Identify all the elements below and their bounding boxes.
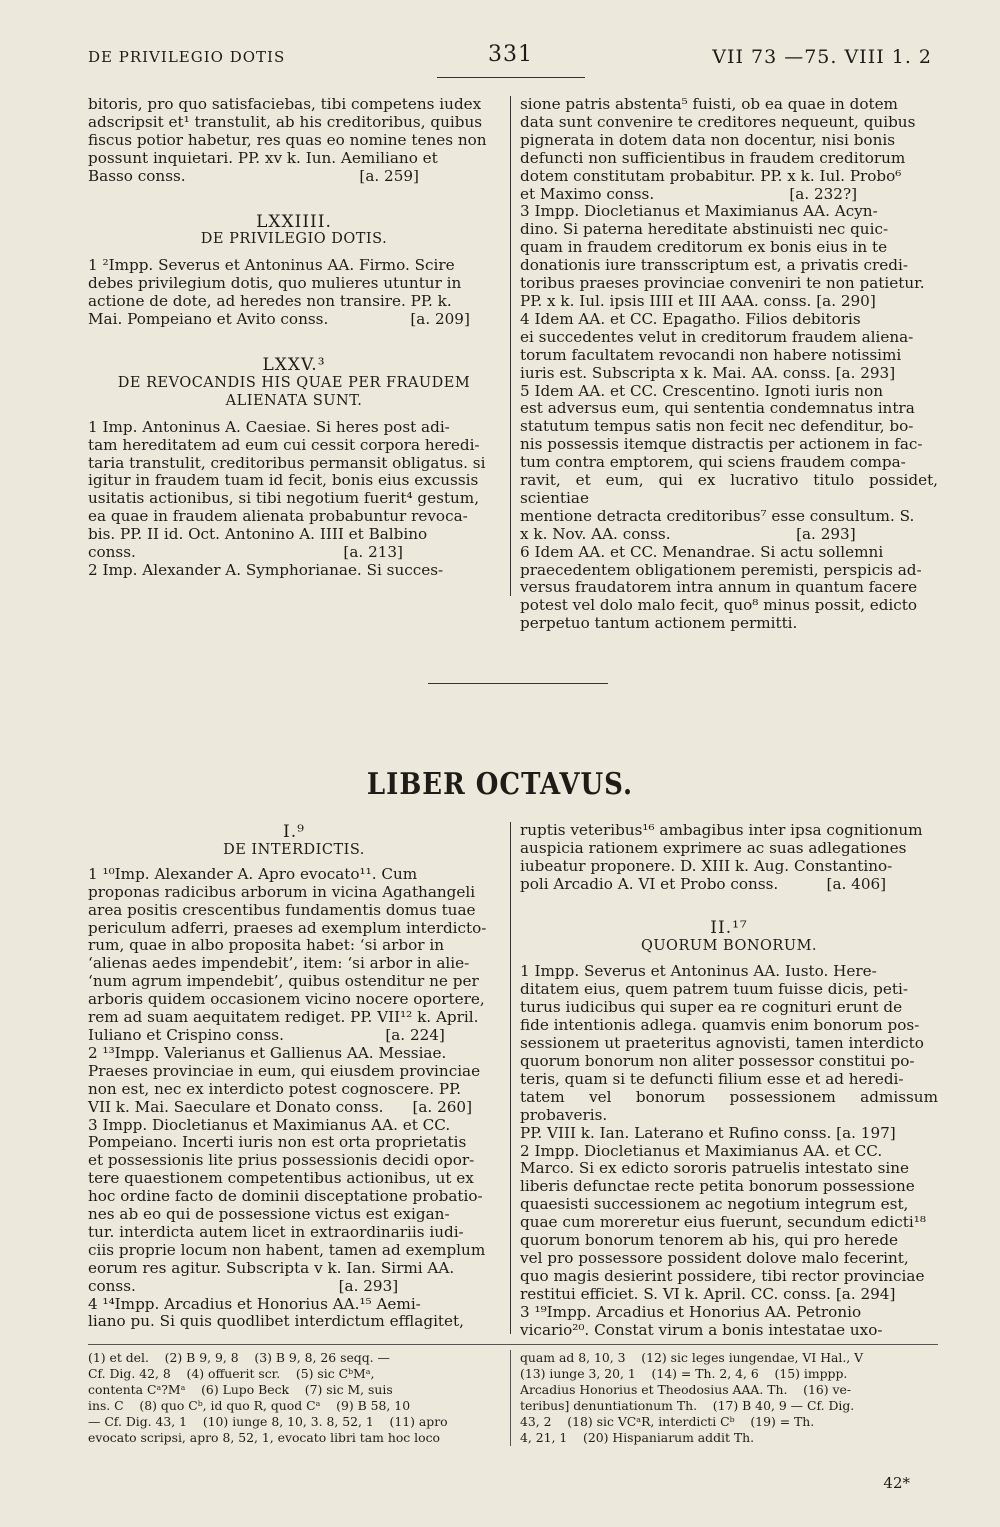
title-heading: DE REVOCANDIS HIS QUAE PER FRAUDEM [117, 374, 471, 391]
footnote-divider [510, 1350, 511, 1446]
text-line: PP. x k. Iul. ipsis IIII et III AAA. conss. [a. 290] [520, 291, 876, 310]
footnotes-left [88, 1350, 500, 1446]
page-number: 331 [488, 42, 533, 67]
text-line: conss. [a. 293] [88, 1276, 399, 1295]
text-line: versus fraudatorem intra annum in quantum facere [520, 578, 918, 597]
footnote-line: Arcadius Honorius et Theodosius AAA. Th. (16) ve- [520, 1382, 852, 1397]
text-line: 2 Imp. Alexander A. Symphorianae. Si succes- [88, 560, 444, 579]
text-line: 2 Impp. Diocletianus et Maximianus AA. et CC. [520, 1141, 883, 1160]
signature-mark: 42* [883, 1474, 910, 1492]
text-line: mentione detracta creditoribus⁷ esse consultum. S. [520, 506, 915, 525]
text-line: liano pu. Si quis quodlibet interdictum efflagitet, [88, 1312, 464, 1331]
text-line: possunt inquietari. PP. xv k. Iun. Aemiliano et [88, 148, 438, 167]
text-line: tatem vel bonorum possessionem admissum probaveris. [520, 1087, 938, 1124]
text-line: et possessionis lite prius possessionis decidi opor- [88, 1151, 475, 1170]
text-line: Mai. Pompeiano et Avito conss. [a. 209] [88, 310, 470, 329]
text-line: rum, quae in albo proposita habet: ‘si arbor in [88, 936, 444, 955]
footnote-line: (1) et del. (2) B 9, 9, 8 (3) B 9, 8, 26 seqq. — [88, 1350, 390, 1365]
text-line: Iuliano et Crispino conss. [a. 224] [88, 1025, 445, 1044]
text-line: tur. interdicta autem licet in extraordinariis iudi- [88, 1222, 464, 1241]
book-separator-rule [428, 683, 608, 684]
title-number: I.⁹ [283, 822, 305, 842]
column-divider [510, 822, 511, 1334]
text-line: perpetuo tantum actionem permitti. [520, 614, 798, 633]
text-line: torum facultatem revocandi non habere notissimi [520, 345, 902, 364]
book-title: LIBER OCTAVUS. [366, 767, 634, 803]
text-line: nes ab eo qui de possessione victus est exigan- [88, 1205, 450, 1224]
footnote-line: ins. C (8) quo Cᵇ, id quo R, quod Cᵃ (9) B 58, 10 [88, 1398, 411, 1413]
title-heading: ALIENATA SUNT. [225, 392, 363, 409]
text-line: ravit, et eum, qui ex lucrativo titulo possidet, scientiae [520, 471, 938, 507]
text-line: hoc ordine facto de dominii disceptatione probatio- [88, 1187, 483, 1206]
text-line: 3 ¹⁹Impp. Arcadius et Honorius AA. Petronio [520, 1302, 862, 1321]
text-line: et Maximo conss. [a. 232?] [520, 184, 858, 203]
text-line: 1 Impp. Severus et Antoninus AA. Iusto. Here- [520, 962, 877, 981]
lower-right-column [520, 822, 938, 1339]
title-heading: DE PRIVILEGIO DOTIS. [200, 231, 388, 248]
text-line: adscripsit et¹ transtulit, ab his creditoribus, quibus [88, 112, 483, 131]
title-number: II.¹⁷ [710, 917, 748, 938]
text-line: praecedentem obligationem peremisti, perspicis ad- [520, 560, 922, 579]
text-line: usitatis actionibus, si tibi negotium fuerit⁴ gestum, [88, 489, 480, 508]
text-line: sione patris abstenta⁵ fuisti, ob ea quae in dotem [520, 95, 898, 113]
title-number: LXXIIII. [256, 211, 332, 232]
text-line: sessionem ut praeteritus agnovisti, tamen interdicto [520, 1034, 924, 1053]
text-line: 3 Impp. Diocletianus et Maximianus AA. Acyn- [520, 202, 878, 221]
text-line: 2 ¹³Impp. Valerianus et Gallienus AA. Messiae. [88, 1043, 447, 1062]
running-head-right: VII 73 —75. VIII 1. 2 [712, 46, 932, 68]
text-line: quorum bonorum tenorem ab his, qui pro herede [520, 1231, 899, 1250]
text-line: quaesisti successionem ac negotium integrum est, [520, 1195, 909, 1214]
footnote-line: (13) iunge 3, 20, 1 (14) = Th. 2, 4, 6 (15) imppp. [520, 1366, 848, 1381]
text-line: VII k. Mai. Saeculare et Donato conss. [a. 260] [88, 1097, 473, 1116]
footnotes-right [520, 1350, 938, 1446]
text-line: Praeses provinciae in eum, qui eiusdem provinciae [88, 1061, 481, 1080]
text-line: ditatem eius, quem patrem tuum fuisse dicis, peti- [520, 980, 908, 999]
lower-left-column [88, 824, 500, 1331]
title-number: LXXV.³ [262, 354, 326, 375]
text-line: ea quae in fraudem alienata probabuntur revoca- [88, 507, 468, 526]
text-line: quae cum moreretur eius fuerunt, secundum edicti¹⁸ [520, 1213, 926, 1232]
text-line: bis. PP. II id. Oct. Antonino A. IIII et Balbino [88, 525, 428, 544]
text-line: 1 ²Impp. Severus et Antoninus AA. Firmo. Scire [88, 256, 455, 275]
upper-left-column [88, 96, 500, 580]
text-line: Basso conss. [a. 259] [88, 166, 419, 185]
text-line: restitui efficiet. S. VI k. April. CC. conss. [a. 294] [520, 1284, 896, 1303]
title-heading: QUORUM BONORUM. [640, 937, 818, 954]
column-divider [510, 96, 511, 596]
text-line: igitur in fraudem tuam id fecit, bonis eius excussis [88, 471, 479, 490]
text-line: ruptis veteribus¹⁶ ambagibus inter ipsa cognitionum [520, 821, 923, 839]
text-line: ei succedentes velut in creditorum fraudem aliena- [520, 327, 914, 346]
text-line: arboris quidem occasionem vicino nocere oportere, [88, 990, 485, 1009]
text-line: tum contra emptorem, qui sciens fraudem compa- [520, 453, 906, 472]
text-line: proponas radicibus arborum in vicina Agathangeli [88, 882, 476, 901]
footnote-line: quam ad 8, 10, 3 (12) sic leges iungendae, VI Hal., V [520, 1350, 864, 1365]
text-line: 4 ¹⁴Impp. Arcadius et Honorius AA.¹⁵ Aemi- [88, 1294, 421, 1313]
text-line: tere quaestionem competentibus actionibus, ut ex [88, 1169, 474, 1188]
text-line: 6 Idem AA. et CC. Menandrae. Si actu sollemni [520, 542, 884, 561]
text-line: debes privilegium dotis, quo mulieres utuntur in [88, 274, 462, 293]
text-line: x k. Nov. AA. conss. [a. 293] [520, 524, 856, 543]
text-line: vicario²⁰. Constat virum a bonis intestatae uxo- [520, 1320, 883, 1339]
text-line: iuris est. Subscripta x k. Mai. AA. conss. [a. 293] [520, 363, 896, 382]
text-line: toribus praeses provinciae conveniri te non patietur. [520, 274, 925, 293]
text-line: 1 ¹⁰Imp. Alexander A. Apro evocato¹¹. Cum [88, 864, 418, 883]
header-rule [437, 77, 585, 78]
upper-right-column [520, 96, 938, 633]
text-line: quo magis desierint possidere, tibi rector provinciae [520, 1266, 925, 1285]
text-line: fiscus potior habetur, res quas eo nomine tenes non [88, 130, 487, 149]
text-line: bitoris, pro quo satisfaciebas, tibi competens iudex [88, 95, 482, 113]
text-line: ciis proprie locum non habent, tamen ad exemplum [88, 1240, 486, 1259]
text-line: data sunt convenire te creditores nequeunt, quibus [520, 112, 916, 131]
text-line: PP. VIII k. Ian. Laterano et Rufino conss. [a. 197] [520, 1123, 896, 1142]
title-heading: DE INTERDICTIS. [223, 841, 365, 858]
running-head-left: DE PRIVILEGIO DOTIS [88, 48, 286, 66]
text-line: donationis iure transscriptum est, a privatis credi- [520, 256, 908, 275]
text-line: conss. [a. 213] [88, 543, 403, 562]
text-line: taria transtulit, creditoribus permansit obligatus. si [88, 453, 486, 472]
text-line: ‘alienas aedes impendebit’, item: ‘si arbor in alie- [88, 954, 470, 973]
footnote-line: 4, 21, 1 (20) Hispaniarum addit Th. [520, 1430, 755, 1445]
text-line: 3 Impp. Diocletianus et Maximianus AA. et CC. [88, 1115, 451, 1134]
text-line: fide intentionis adlega. quamvis enim bonorum pos- [520, 1016, 920, 1035]
footnote-line: teribus] denuntiationum Th. (17) B 40, 9 — Cf. Dig. [520, 1398, 855, 1413]
text-line: quorum bonorum non aliter possessor constitui po- [520, 1051, 915, 1070]
text-line: pignerata in dotem data non docentur, nisi bonis [520, 130, 896, 149]
text-line: dino. Si paterna hereditate abstinuisti nec quic- [520, 220, 889, 239]
text-line: quam in fraudem creditorum ex bonis eius in te [520, 238, 888, 257]
footnote-line: — Cf. Dig. 43, 1 (10) iunge 8, 10, 3. 8, 52, 1 (11) apro [88, 1414, 448, 1429]
text-line: vel pro possessore possident dolove malo fecerint, [520, 1248, 909, 1267]
text-line: periculum adferri, praeses ad exemplum interdicto- [88, 918, 487, 937]
continuation-text [88, 96, 500, 186]
footnote-line: Cf. Dig. 42, 8 (4) offuerit scr. (5) sic CᵇMᵃ, [88, 1366, 375, 1381]
text-line: tam hereditatem ad eum cui cessit corpora heredi- [88, 435, 480, 454]
text-line: est adversus eum, qui sententia condemnatus intra [520, 399, 915, 418]
text-line: eorum res agitur. Subscripta v k. Ian. Sirmi AA. [88, 1258, 455, 1277]
text-line: defuncti non sufficientibus in fraudem creditorum [520, 148, 906, 167]
text-line: iubeatur proponere. D. XIII k. Aug. Constantino- [520, 856, 893, 875]
text-line: poli Arcadio A. VI et Probo conss. [a. 406] [520, 874, 887, 893]
text-line: liberis defunctae recte petita bonorum possessione [520, 1177, 915, 1196]
footnote-line: evocato scripsi, apro 8, 52, 1, evocato libri tam hoc loco [88, 1430, 440, 1445]
footnote-rule [88, 1344, 938, 1345]
text-line: non est, nec ex interdicto potest cognoscere. PP. [88, 1079, 462, 1098]
text-line: 4 Idem AA. et CC. Epagatho. Filios debitoris [520, 309, 861, 328]
text-line: Pompeiano. Incerti iuris non est orta proprietatis [88, 1133, 467, 1152]
text-line: Marco. Si ex edicto sororis patruelis intestato sine [520, 1159, 910, 1178]
text-line: nis possessis itemque distractis per actionem in fac- [520, 435, 923, 454]
text-line: actione de dote, ad heredes non transire. PP. k. [88, 292, 452, 311]
text-line: statutum tempus satis non fecit nec defenditur, bo- [520, 417, 914, 436]
text-line: rem ad suam aequitatem rediget. PP. VII¹² k. April. [88, 1008, 479, 1027]
text-line: teris, quam si te defuncti filium esse et ad heredi- [520, 1069, 904, 1088]
text-line: 5 Idem AA. et CC. Crescentino. Ignoti iuris non [520, 381, 884, 400]
text-line: auspicia rationem exprimere ac suas adlegationes [520, 838, 907, 857]
text-line: turus iudicibus qui super ea re cognituri erunt de [520, 998, 903, 1017]
text-line: potest vel dolo malo fecit, quo⁸ minus possit, edicto [520, 596, 918, 615]
text-line: dotem constitutam probabitur. PP. x k. Iul. Probo⁶ [520, 166, 902, 185]
footnote-line: 43, 2 (18) sic VCᵃR, interdicti Cᵇ (19) = Th. [520, 1414, 815, 1429]
text-line: 1 Imp. Antoninus A. Caesiae. Si heres post adi- [88, 417, 450, 436]
footnote-line: contenta Cᵃ?Mᵃ (6) Lupo Beck (7) sic M, suis [88, 1382, 393, 1397]
text-line: area positis crescentibus fundamentis domus tuae [88, 900, 476, 919]
text-line: ‘num agrum impendebit’, quibus ostenditur ne per [88, 972, 479, 991]
